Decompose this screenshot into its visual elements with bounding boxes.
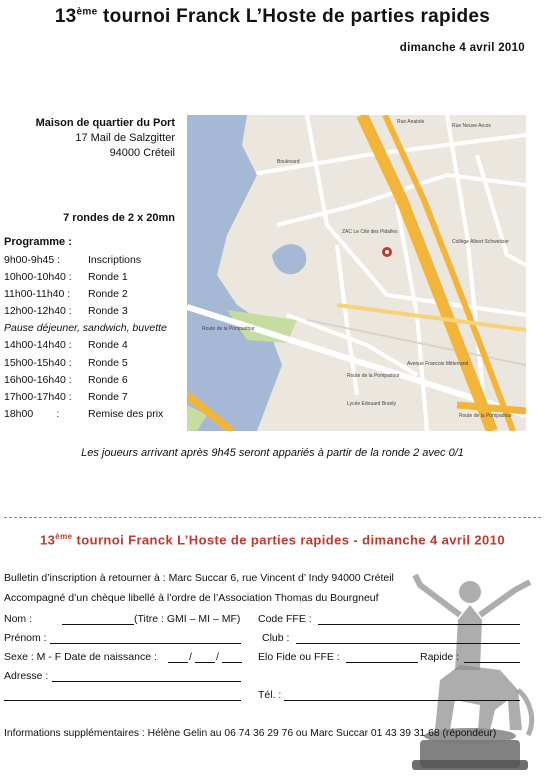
programme-time: 14h00-14h40 :: [4, 339, 72, 351]
return-address: Bulletin d’inscription à retourner à : Marc Succar 6, rue Vincent d’ Indy 94000 Créteil: [4, 572, 394, 584]
venue-city: 94000 Créteil: [109, 147, 175, 159]
programme-event: Ronde 4: [88, 339, 128, 351]
prenom-field[interactable]: [50, 633, 241, 644]
form-title: 13ème tournoi Franck L’Hoste de parties rapides - dimanche 4 avril 2010: [40, 532, 505, 548]
programme-event: Ronde 2: [88, 288, 128, 300]
birth-year-field[interactable]: [222, 652, 242, 663]
programme-time: 18h00 :: [4, 408, 60, 420]
nom-field[interactable]: [62, 614, 134, 625]
programme-time: 11h00-11h40 :: [4, 288, 71, 300]
tel-field[interactable]: [284, 690, 520, 701]
map-label: Avenue Francois Mitterrand: [407, 361, 469, 367]
map-graphic: [187, 115, 526, 431]
additional-info: Informations supplémentaires : Hélène Gelin au 06 74 36 29 76 ou Marc Succar 01 43 39 31 68 (répondeur): [4, 728, 497, 739]
page-title: 13ème tournoi Franck L’Hoste de parties rapides: [54, 6, 491, 27]
programme-event: Ronde 7: [88, 391, 128, 403]
adresse-field[interactable]: [52, 671, 241, 682]
club-label: Club :: [262, 632, 290, 644]
programme-time: 17h00-17h40 :: [4, 391, 72, 403]
programme-time: 16h00-16h40 :: [4, 374, 72, 386]
rounds-info: 7 rondes de 2 x 20mn: [63, 212, 175, 224]
date-separator: /: [189, 651, 192, 663]
map-label: ZAC Le Cité des Pidalles: [342, 229, 398, 235]
programme-time: 12h00-12h40 :: [4, 305, 72, 317]
venue-street: 17 Mail de Salzgitter: [75, 132, 175, 144]
code-ffe-label: Code FFE :: [258, 613, 312, 625]
programme-event: Ronde 5: [88, 357, 128, 369]
programme-event: Remise des prix: [88, 408, 164, 420]
cheque-instruction: Accompagné d’un chèque libellé à l’ordre de l’Association Thomas du Bourgneuf: [4, 592, 379, 604]
adresse-label: Adresse :: [4, 670, 49, 682]
map-label: Boulevard: [277, 159, 300, 165]
date-separator: /: [216, 651, 219, 663]
sexe-birthdate-label: Sexe : M - F Date de naissance :: [4, 651, 157, 663]
prenom-label: Prénom :: [4, 632, 47, 644]
birth-month-field[interactable]: [195, 652, 215, 663]
late-arrival-note: Les joueurs arrivant après 9h45 seront appariés à partir de la ronde 2 avec 0/1: [81, 447, 464, 459]
titre-label: (Titre : GMI – MI – MF): [134, 613, 241, 625]
location-map[interactable]: [187, 115, 526, 431]
event-date: dimanche 4 avril 2010: [399, 42, 525, 54]
programme-event: Ronde 6: [88, 374, 128, 386]
cut-line: [4, 517, 541, 518]
map-label: Route de la Pompadour: [347, 373, 400, 379]
programme-event: Inscriptions: [88, 254, 142, 266]
programme-time: 9h00-9h45 :: [4, 254, 61, 266]
map-label: Route de la Pompadour: [202, 326, 255, 332]
map-label: Route de la Pompadour: [459, 413, 512, 419]
programme-time: Pause déjeuner, sandwich, buvette: [4, 322, 167, 334]
programme-event: Ronde 1: [88, 271, 128, 283]
map-label: Rue Neuve Arcos: [452, 123, 491, 129]
birth-day-field[interactable]: [168, 652, 188, 663]
programme-heading: Programme :: [4, 236, 72, 248]
map-label: Rue Anatole: [397, 119, 425, 125]
venue-name: Maison de quartier du Port: [35, 117, 175, 129]
map-label: Lycée Edouard Branly: [347, 401, 397, 407]
rapide-field[interactable]: [464, 652, 520, 663]
programme-time: 10h00-10h40 :: [4, 271, 72, 283]
elo-field[interactable]: [346, 652, 418, 663]
rapide-label: Rapide :: [420, 651, 460, 663]
map-label: Collège Albert Schweitzer: [452, 239, 509, 245]
nom-label: Nom :: [4, 613, 33, 625]
club-field[interactable]: [296, 633, 520, 644]
code-ffe-field[interactable]: [318, 614, 520, 625]
elo-label: Elo Fide ou FFE :: [258, 651, 340, 663]
centaur-trophy-icon: [400, 560, 540, 774]
programme-time: 15h00-15h40 :: [4, 357, 72, 369]
adresse-field-line2[interactable]: [4, 690, 241, 701]
tel-label: Tél. :: [258, 689, 282, 701]
programme-event: Ronde 3: [88, 305, 128, 317]
